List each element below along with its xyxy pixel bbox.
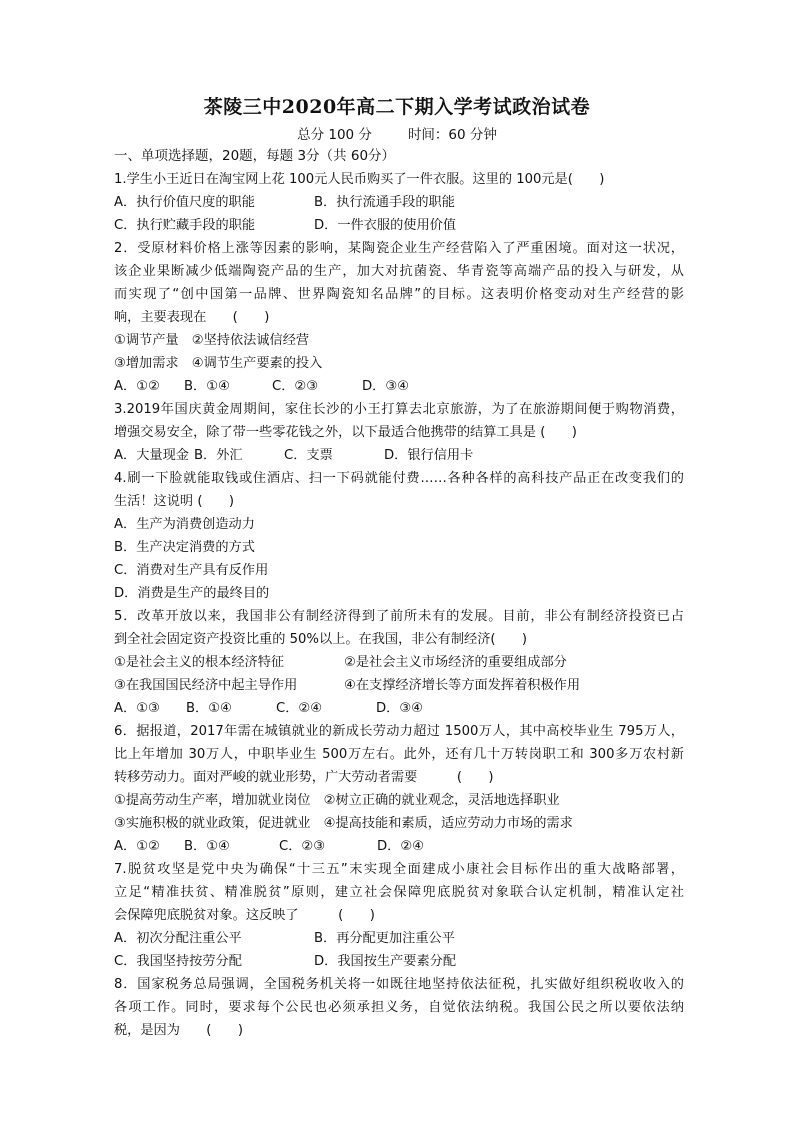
- q5-option-c: C．②④: [276, 701, 323, 716]
- q2-option-a: A．①②: [114, 379, 160, 394]
- q7-option-b: B．再分配更加注重公平: [314, 931, 455, 946]
- q8-line: 税，是因为 ( ): [114, 1023, 243, 1038]
- q5-statement-2: ②是社会主义市场经济的重要组成部分: [344, 655, 567, 670]
- section-heading: 一、单项选择题，20题，每题 3分（共 60分）: [114, 148, 396, 164]
- q5-options: [114, 697, 684, 720]
- exam-time: 时间：60 分钟: [407, 127, 497, 143]
- exam-title: 茶陵三中2020年高二下期入学考试政治试卷: [203, 96, 591, 118]
- q5-option-a: A．①③: [114, 701, 160, 716]
- q5-line: 5．改革开放以来，我国非公有制经济得到了前所未有的发展。目前，非公有制经济投资已占: [114, 609, 684, 624]
- q6-option-b: B．①④: [184, 839, 230, 854]
- q6-option-c: C．②③: [279, 839, 326, 854]
- q7-line: 会保障兜底脱贫对象。这反映了 ( ): [114, 908, 375, 923]
- q4-option-b: B．生产决定消费的方式: [114, 540, 255, 555]
- q7-option-c: C．我国坚持按劳分配: [114, 954, 242, 969]
- q2-statements: ③增加需求 ④调节生产要素的投入: [114, 356, 323, 371]
- q3-options: [114, 444, 684, 467]
- q1-options-row1: [114, 191, 684, 214]
- q6-line: 比上年增加 30万人，中职毕业生 500万左右。此外，还有几十万转岗职工和 300多万农村新: [114, 747, 684, 762]
- q1-options-row2: [114, 214, 684, 237]
- q2-statements: ①调节产量 ②坚持依法诚信经营: [114, 333, 310, 348]
- q6-option-a: A．①②: [114, 839, 160, 854]
- q2-line: 2．受原材料价格上涨等因素的影响，某陶瓷企业生产经营陷入了严重困境。面对这一状况，: [114, 241, 684, 256]
- q2-line: 而实现了“创中国第一品牌、世界陶瓷知名品牌”的目标。这表明价格变动对生产经营的影: [114, 287, 684, 302]
- q8-line: 各项工作。同时，要求每个公民也必须承担义务，自觉依法纳税。我国公民之所以要依法纳: [114, 1000, 684, 1015]
- q5-statements-row2: [114, 674, 684, 697]
- q7-option-a: A．初次分配注重公平: [114, 931, 242, 946]
- exam-info: [0, 123, 794, 143]
- q2-line: 该企业果断减少低端陶瓷产品的生产，加大对抗菌瓷、华青瓷等高端产品的投入与研发，从: [114, 264, 684, 279]
- q7-options-row2: [114, 950, 684, 973]
- q5-option-b: B．①④: [186, 701, 232, 716]
- q1-stem: 1.学生小王近日在淘宝网上花 100元人民币购买了一件衣服。这里的 100元是( ): [114, 172, 605, 187]
- q3-line: 增强交易安全，除了带一些零花钱之外，以下最适合他携带的结算工具是 ( ): [114, 425, 577, 440]
- q3-option-c: C．支票: [284, 448, 333, 463]
- q1-option-c: C．执行贮藏手段的职能: [114, 218, 256, 233]
- q2-option-d: D．③④: [362, 379, 409, 394]
- q4-line: 生活！这说明 ( ): [114, 494, 234, 509]
- q2-options: [114, 375, 684, 398]
- q6-statements: ①提高劳动生产率，增加就业岗位 ②树立正确的就业观念，灵活地选择职业: [114, 793, 560, 808]
- q3-line: 3.2019年国庆黄金周期间，家住长沙的小王打算去北京旅游，为了在旅游期间便于购物消费，: [114, 402, 684, 417]
- q1-option-a: A．执行价值尺度的职能: [114, 195, 255, 210]
- q3-option-b: B．外汇: [194, 448, 243, 463]
- q6-line: 转移劳动力。面对严峻的就业形势，广大劳动者需要 ( ): [114, 770, 494, 785]
- q1-option-d: D．一件衣服的使用价值: [314, 218, 457, 233]
- q5-statement-1: ①是社会主义的根本经济特征: [114, 655, 285, 670]
- q5-statement-4: ④在支撑经济增长等方面发挥着积极作用: [344, 678, 581, 693]
- q6-line: 6．据报道，2017年需在城镇就业的新成长劳动力超过 1500万人，其中高校毕业生 795万人，: [114, 724, 684, 739]
- q2-line: 响，主要表现在 ( ): [114, 310, 270, 325]
- q5-line: 到全社会固定资产投资比重的 50%以上。在我国，非公有制经济( ): [114, 632, 528, 647]
- q6-statements: ③实施积极的就业政策，促进就业 ④提高技能和素质，适应劳动力市场的需求: [114, 816, 573, 831]
- q5-statements-row1: [114, 651, 684, 674]
- q2-option-b: B．①④: [184, 379, 230, 394]
- q4-line: 4.刷一下脸就能取钱或住酒店、扫一下码就能付费……各种各样的高科技产品正在改变我们的: [114, 471, 684, 486]
- q6-options: [114, 835, 684, 858]
- q7-options-row1: [114, 927, 684, 950]
- q7-option-d: D．我国按生产要素分配: [314, 954, 457, 969]
- q7-line: 立足“精准扶贫、精准脱贫”原则，建立社会保障兜底脱贫对象联合认定机制，精准认定社: [114, 885, 684, 900]
- q4-option-d: D．消费是生产的最终目的: [114, 586, 270, 601]
- q5-statement-3: ③在我国国民经济中起主导作用: [114, 678, 298, 693]
- q7-line: 7.脱贫攻坚是党中央为确保“十三五”末实现全面建成小康社会目标作出的重大战略部署，: [114, 862, 684, 877]
- q3-option-d: D．银行信用卡: [384, 448, 474, 463]
- q8-line: 8．国家税务总局强调，全国税务机关将一如既往地坚持依法征税，扎实做好组织税收收入的: [114, 977, 684, 992]
- q5-option-d: D．③④: [376, 701, 423, 716]
- q3-option-a: A．大量现金: [114, 448, 189, 463]
- q6-option-d: D．②④: [377, 839, 424, 854]
- exam-content: [114, 145, 684, 1042]
- q1-option-b: B．执行流通手段的职能: [314, 195, 455, 210]
- total-score: 总分 100 分: [297, 127, 372, 143]
- q4-option-a: A．生产为消费创造动力: [114, 517, 255, 532]
- q4-option-c: C．消费对生产具有反作用: [114, 563, 269, 578]
- q2-option-c: C．②③: [272, 379, 319, 394]
